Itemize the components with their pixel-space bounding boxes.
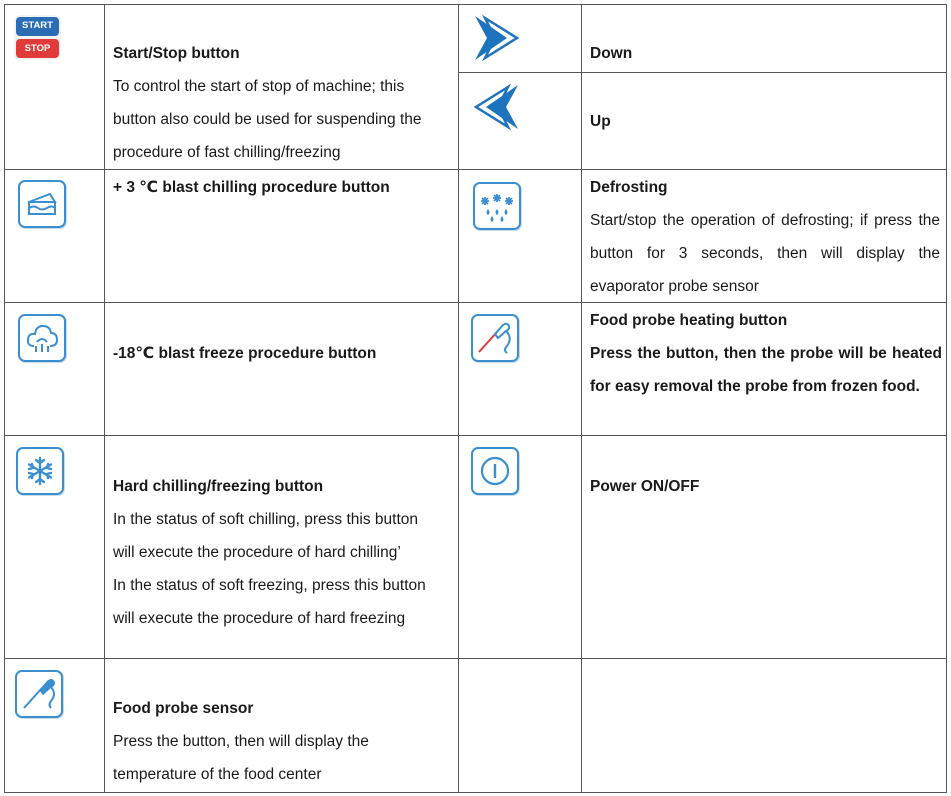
down-cell [590,37,930,70]
hard-chill-line-2: will execute the procedure of hard chilling’ [113,544,401,561]
start-stop-title: Start/Stop button [113,45,240,62]
start-stop-line-2: button also could be used for suspending the [113,111,422,128]
start-stop-line-1: To control the start of stop of machine; this [113,78,405,95]
column-divider-3 [581,4,582,792]
start-stop-line-3: procedure of fast chilling/freezing [113,144,341,161]
probe-heating-line-2: for easy removal the probe from frozen food. [590,378,920,395]
power-description [590,470,930,503]
hard-chill-line-4: will execute the procedure of hard freezing [113,610,406,627]
up-cell [590,105,930,138]
start-label: START [22,20,53,31]
row-divider-4 [4,658,947,659]
probe-sensor-line-1: Press the button, then will display the [113,733,369,750]
column-divider-1 [104,4,105,792]
blast-chill-title: + 3 ℃ blast chilling procedure button [113,179,390,196]
probe-heating-line-1: Press the button, then the probe will be heated [590,345,942,362]
hard-chill-description [113,470,448,635]
hard-chill-line-1: In the status of soft chilling, press this button [113,511,418,528]
table-border-top [4,4,947,5]
row-divider-1 [4,169,947,170]
start-stop-icon [14,15,61,60]
blast-chill-description [113,171,448,204]
down-label: Down [590,45,633,62]
start-stop-description [113,37,448,169]
table-border-left [4,4,5,792]
defrost-title: Defrosting [590,179,668,196]
cake-icon [18,180,66,228]
probe-heating-description [590,304,942,403]
up-label: Up [590,113,611,130]
column-divider-2 [458,4,459,792]
hard-chill-line-3: In the status of soft freezing, press this button [113,577,426,594]
probe-sensor-title: Food probe sensor [113,700,254,717]
defrost-line-3: evaporator probe sensor [590,278,759,295]
power-icon [471,447,519,495]
hard-chill-title: Hard chilling/freezing button [113,478,324,495]
down-arrow-icon [473,14,519,62]
row-divider-down-up [458,72,947,73]
blast-freeze-title: -18℃ blast freeze procedure button [113,345,377,362]
snowflake-icon [16,447,64,495]
probe-heating-icon [471,314,519,362]
probe-sensor-icon [15,670,63,718]
probe-sensor-line-2: temperature of the food center [113,766,322,783]
defrost-line-1: Start/stop the operation of defrosting; if press the [590,212,940,229]
blast-freeze-icon [18,314,66,362]
probe-heating-title: Food probe heating button [590,312,788,329]
table-border-bottom [4,792,947,793]
power-title: Power ON/OFF [590,478,700,495]
defrost-line-2: button for 3 seconds, then will display the [590,245,940,262]
table-border-right [946,4,947,792]
stop-label: STOP [24,43,51,54]
probe-sensor-description [113,692,448,791]
defrost-icon [473,182,521,230]
up-arrow-icon [474,83,520,131]
blast-freeze-description [113,337,448,370]
defrost-description [590,171,940,303]
row-divider-3 [4,435,947,436]
